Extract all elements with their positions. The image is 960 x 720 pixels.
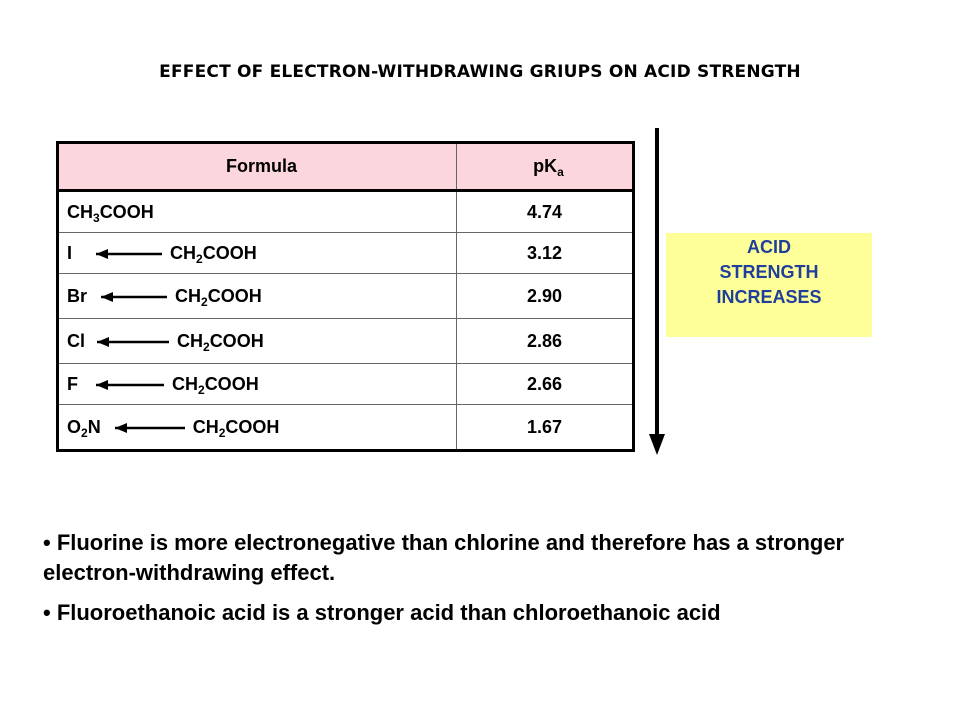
substituent-group: I xyxy=(67,242,73,263)
table-row xyxy=(58,405,634,451)
acid-backbone: $CH_2COOH$ xyxy=(172,373,259,397)
pka-cell: 3.12 xyxy=(457,233,634,274)
withdrawing-arrow-icon xyxy=(87,336,169,348)
withdrawing-arrow-icon xyxy=(105,422,185,434)
substituent-group: Cl xyxy=(67,330,85,351)
pka-column-header: $pK_a$ xyxy=(457,143,634,191)
pka-table xyxy=(56,141,635,452)
pka-cell: 2.86 xyxy=(457,319,634,364)
substituent-group: F xyxy=(67,373,78,394)
acid-strength-label: ACID STRENGTH INCREASES xyxy=(666,233,872,337)
substituent-group: Br xyxy=(67,285,88,306)
pka-cell: 2.66 xyxy=(457,364,634,405)
table-header-row xyxy=(58,143,634,191)
pka-cell: 4.74 xyxy=(457,191,634,233)
table-row xyxy=(58,319,634,364)
formula-cell xyxy=(58,319,457,364)
pka-cell: 1.67 xyxy=(457,405,634,451)
formula-cell xyxy=(58,364,457,405)
acid-backbone: $CH_2COOH$ xyxy=(192,416,280,440)
table-row xyxy=(58,233,634,274)
table-row xyxy=(58,274,634,319)
withdrawing-arrow-icon xyxy=(91,291,167,303)
acid-backbone: $CH_2COOH$ xyxy=(175,285,262,309)
table-row xyxy=(58,191,634,233)
acid-backbone: $CH_2COOH$ xyxy=(170,242,257,266)
formula-cell: $CH_3COOH$ xyxy=(58,191,457,233)
acid-backbone: $CH_2COOH$ xyxy=(177,330,264,354)
formula-cell xyxy=(58,233,457,274)
formula-cell xyxy=(58,405,457,451)
withdrawing-arrow-icon xyxy=(86,248,162,260)
bullet-item: • Fluoroethanoic acid is a stronger acid than chloroethanoic acid xyxy=(43,600,721,625)
table-row xyxy=(58,364,634,405)
formula-column-header: Formula xyxy=(58,143,457,191)
pka-cell: 2.90 xyxy=(457,274,634,319)
bullet-notes xyxy=(43,528,923,638)
bullet-item: • Fluorine is more electronegative than chlorine and therefore has a stronger electron-withdrawing effect. xyxy=(43,530,845,585)
formula-cell xyxy=(58,274,457,319)
substituent-group: $O_2N$ xyxy=(67,416,101,440)
page-title: EFFECT OF ELECTRON-WITHDRAWING GRIUPS ON ACID STRENGTH xyxy=(159,62,801,82)
withdrawing-arrow-icon xyxy=(86,379,164,391)
